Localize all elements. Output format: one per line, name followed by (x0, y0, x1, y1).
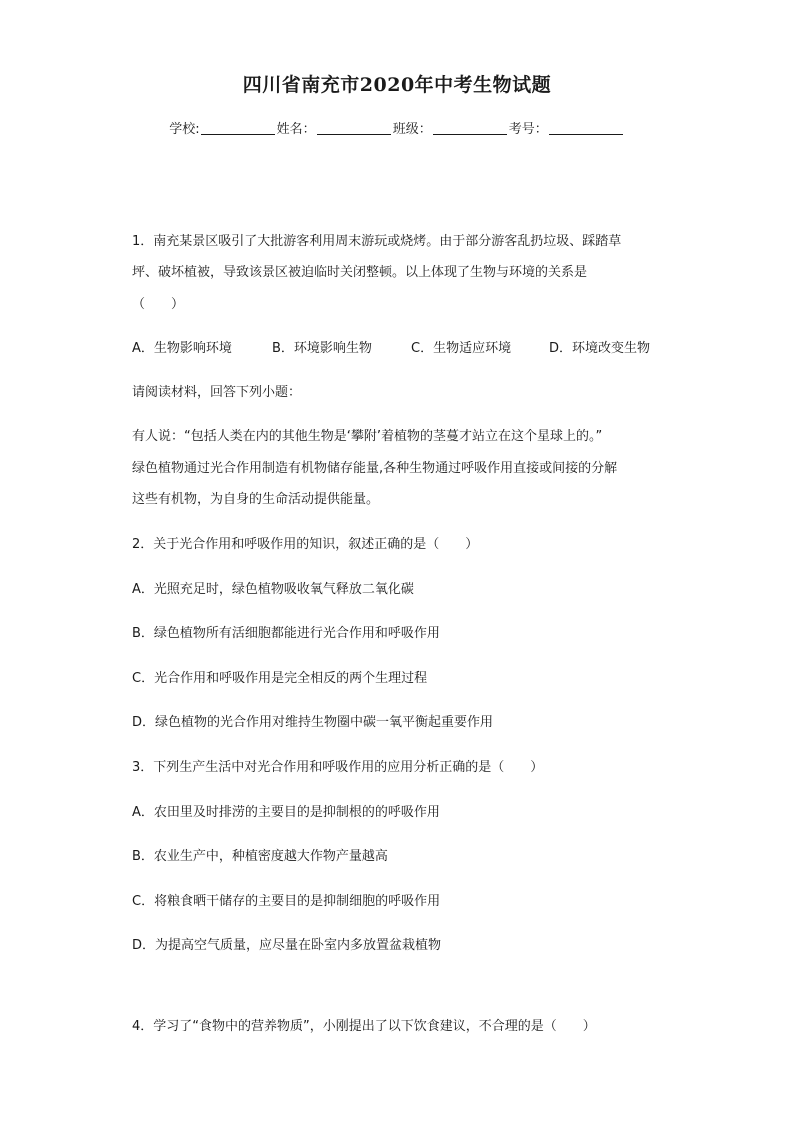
school-label: 学校: (169, 122, 200, 137)
q3-option-b: B．农业生产中，种植密度越大作物产量越高 (132, 849, 388, 864)
q3-option-a: A．农田里及时排涝的主要目的是抑制根的的呼吸作用 (132, 805, 440, 820)
name-label: 姓名： (276, 122, 316, 137)
q2-stem: 2．关于光合作用和呼吸作用的知识，叙述正确的是（ ） (132, 537, 479, 552)
q2-option-d: D．绿色植物的光合作用对维持生物圈中碳一氧平衡起重要作用 (132, 715, 494, 730)
q2-option-a: A．光照充足时，绿色植物吸收氧气释放二氧化碳 (132, 582, 414, 597)
material-line-3: 这些有机物，为自身的生命活动提供能量。 (132, 492, 380, 507)
q4-stem: 4．学习了“食物中的营养物质”，小刚提出了以下饮食建议，不合理的是（ ） (132, 1019, 596, 1034)
q1-option-d: D．环境改变生物 (549, 341, 651, 356)
q1-option-a: A．生物影响环境 (132, 341, 232, 356)
class-label: 班级： (392, 122, 432, 137)
id-label: 考号： (508, 122, 548, 137)
q1-options (132, 340, 650, 358)
page-title: 四川省南充市2020年中考生物试题 (242, 74, 552, 96)
q1-stem-line-2: 坪、破坏植被，导致该景区被迫临时关闭整顿。以上体现了生物与环境的关系是 (132, 265, 588, 280)
material-intro: 请阅读材料，回答下列小题： (132, 385, 302, 400)
material-line-2: 绿色植物通过光合作用制造有机物储存能量,各种生物通过呼吸作用直接或间接的分解 (132, 461, 618, 476)
q1-stem-line-1: 1．南充某景区吸引了大批游客利用周末游玩或烧烤。由于部分游客乱扔垃圾、踩踏草 (132, 234, 622, 249)
q2-option-b: B．绿色植物所有活细胞都能进行光合作用和呼吸作用 (132, 626, 440, 641)
q3-option-c: C．将粮食晒干储存的主要目的是抑制细胞的呼吸作用 (132, 894, 441, 909)
q1-stem-line-3: （ ） (132, 297, 185, 312)
name-blank[interactable] (317, 122, 391, 135)
material-line-1: 有人说：“包括人类在内的其他生物是‘攀附’着植物的茎蔓才站立在这个星球上的。” (132, 429, 603, 444)
id-blank[interactable] (549, 122, 623, 135)
q3-option-d: D．为提高空气质量，应尽量在卧室内多放置盆栽植物 (132, 938, 442, 953)
student-info-line (0, 118, 794, 137)
q1-option-c: C．生物适应环境 (411, 341, 512, 356)
class-blank[interactable] (433, 122, 507, 135)
q2-option-c: C．光合作用和呼吸作用是完全相反的两个生理过程 (132, 671, 428, 686)
school-blank[interactable] (201, 122, 275, 135)
q1-option-b: B．环境影响生物 (272, 341, 372, 356)
q3-stem: 3．下列生产生活中对光合作用和呼吸作用的应用分析正确的是（ ） (132, 760, 544, 775)
